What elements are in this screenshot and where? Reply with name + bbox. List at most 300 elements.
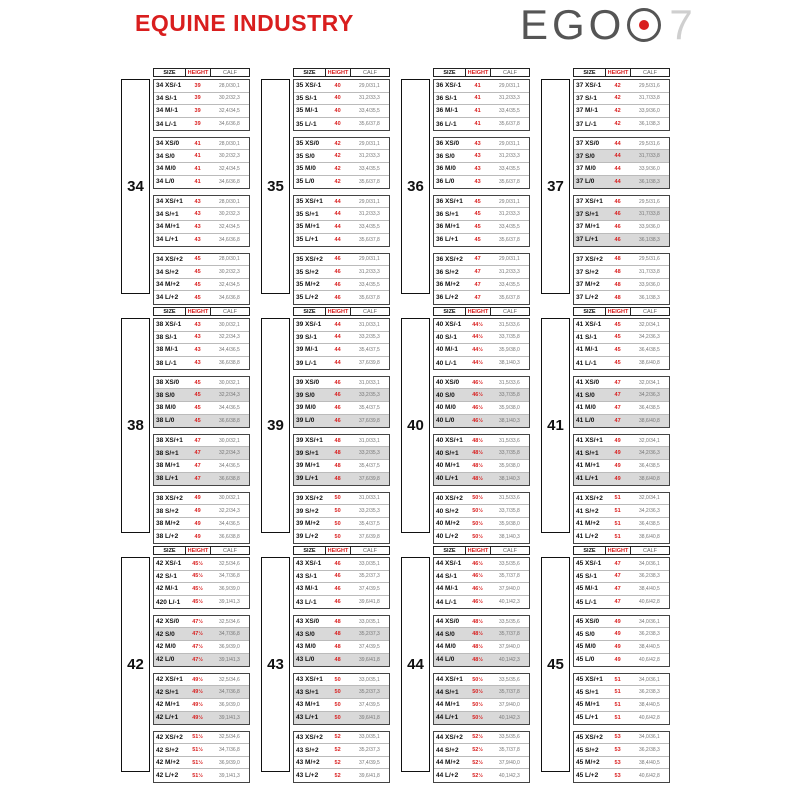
table-row	[434, 105, 529, 118]
cell-size: 39 XS/+1	[296, 437, 323, 445]
cell-size: 34 XS/+2	[156, 255, 183, 263]
cell-height: 45	[614, 321, 621, 328]
cell-height: 40	[334, 107, 341, 114]
cell-calf: 33,7/35,8	[498, 508, 520, 515]
cell-height: 43	[474, 178, 481, 185]
table-row	[434, 530, 529, 543]
cell-height: 47	[194, 475, 201, 482]
table-row	[294, 93, 389, 106]
column-header	[293, 307, 390, 316]
table-row	[434, 402, 529, 415]
table-row	[574, 571, 669, 584]
cell-calf: 31,0/33,1	[358, 437, 380, 444]
cell-height: 47½	[192, 643, 203, 650]
table-row	[434, 571, 529, 584]
table-row	[434, 654, 529, 667]
table-row	[574, 319, 669, 332]
table-row	[294, 319, 389, 332]
cell-size: 43 L/0	[296, 656, 315, 664]
header-calf: CALF	[350, 307, 390, 316]
cell-calf: 30,2/32,3	[218, 269, 240, 276]
cell-size: 37 XS/-1	[576, 82, 602, 90]
cell-size: 35 L/0	[296, 178, 315, 186]
table-row	[574, 518, 669, 531]
cell-size: 36 L/-1	[436, 120, 457, 128]
cell-height: 43	[194, 198, 201, 205]
table-row	[294, 473, 389, 486]
cell-height: 47	[474, 281, 481, 288]
cell-calf: 40,6/42,8	[638, 714, 660, 721]
column-header	[433, 546, 530, 555]
table-row	[294, 493, 389, 506]
cell-height: 45	[194, 417, 201, 424]
cell-calf: 36,1/38,3	[638, 121, 660, 128]
table-row	[154, 377, 249, 390]
table-row	[434, 505, 529, 518]
cell-calf: 36,6/38,8	[218, 360, 240, 367]
cell-size: 42 S/+1	[156, 688, 179, 696]
cell-height: 49½	[192, 689, 203, 696]
cell-size: 37 M/-1	[576, 107, 599, 115]
table-row	[154, 357, 249, 370]
row-group	[573, 253, 670, 305]
cell-height: 46	[334, 379, 341, 386]
cell-size: 44 S/+1	[436, 688, 459, 696]
cell-height: 51	[614, 533, 621, 540]
table-row	[434, 291, 529, 304]
cell-calf: 29,5/31,6	[638, 140, 660, 147]
column-header	[293, 546, 390, 555]
table-row	[154, 473, 249, 486]
table-row	[574, 493, 669, 506]
size-label: 44	[401, 557, 430, 772]
cell-size: 44 L/+1	[436, 714, 459, 722]
cell-height: 44	[614, 140, 621, 147]
table-row	[434, 769, 529, 782]
cell-calf: 29,5/31,6	[638, 82, 660, 89]
table-row	[294, 221, 389, 234]
cell-size: 39 M/-1	[296, 346, 319, 354]
cell-size: 34 L/0	[156, 178, 175, 186]
table-row	[154, 266, 249, 279]
cell-height: 50	[334, 495, 341, 502]
cell-size: 42 XS/+1	[156, 676, 183, 684]
table-row	[154, 757, 249, 770]
cell-calf: 31,2/33,3	[358, 153, 380, 160]
cell-height: 49	[194, 533, 201, 540]
table-row	[434, 196, 529, 209]
row-group	[293, 253, 390, 305]
cell-height: 42	[334, 140, 341, 147]
cell-size: 45 M/0	[576, 643, 596, 651]
table-row	[294, 389, 389, 402]
cell-height: 45	[614, 360, 621, 367]
cell-height: 48	[334, 631, 341, 638]
cell-calf: 31,5/33,6	[498, 321, 520, 328]
header-height: HEIGHT	[325, 307, 350, 316]
table-row	[294, 674, 389, 687]
size-label: 36	[401, 79, 430, 294]
cell-size: 37 S/+2	[576, 268, 599, 276]
cell-size: 38 L/-1	[156, 359, 177, 367]
cell-calf: 39,1/41,3	[218, 656, 240, 663]
cell-calf: 37,9/40,0	[498, 759, 520, 766]
cell-calf: 32,4/34,5	[218, 107, 240, 114]
cell-size: 35 M/0	[296, 165, 316, 173]
cell-size: 36 XS/+2	[436, 255, 463, 263]
cell-height: 46½	[472, 585, 483, 592]
cell-size: 39 L/-1	[296, 359, 317, 367]
header-height: HEIGHT	[605, 546, 630, 555]
table-row	[574, 674, 669, 687]
cell-calf: 30,2/32,3	[218, 211, 240, 218]
table-row	[294, 616, 389, 629]
cell-height: 46	[614, 198, 621, 205]
row-group	[153, 557, 250, 609]
table-row	[154, 616, 249, 629]
cell-size: 44 S/+2	[436, 746, 459, 754]
cell-height: 50½	[472, 508, 483, 515]
size-chart-grid	[121, 68, 671, 785]
cell-size: 40 M/-1	[436, 346, 459, 354]
size-label: 35	[261, 79, 290, 294]
table-row	[294, 254, 389, 267]
cell-calf: 35,7/37,8	[498, 631, 520, 638]
cell-calf: 32,2/34,3	[218, 450, 240, 457]
cell-calf: 36,4/38,5	[638, 520, 660, 527]
table-row	[574, 712, 669, 725]
cell-calf: 33,9/36,0	[638, 281, 660, 288]
size-table	[293, 557, 390, 780]
cell-size: 44 S/0	[436, 630, 455, 638]
row-group	[433, 615, 530, 667]
header-size: SIZE	[293, 546, 325, 555]
cell-height: 41	[194, 165, 201, 172]
cell-height: 49	[614, 656, 621, 663]
cell-height: 48	[614, 294, 621, 301]
table-row	[154, 674, 249, 687]
table-row	[574, 654, 669, 667]
cell-size: 45 L/+2	[576, 772, 599, 780]
cell-size: 39 XS/-1	[296, 321, 322, 329]
brand-logo	[520, 2, 697, 48]
cell-calf: 33,9/36,0	[638, 165, 660, 172]
cell-height: 44	[614, 153, 621, 160]
table-row	[574, 530, 669, 543]
cell-calf: 31,5/33,6	[498, 379, 520, 386]
cell-calf: 37,9/40,0	[498, 585, 520, 592]
cell-size: 36 M/0	[436, 165, 456, 173]
table-row	[154, 176, 249, 189]
table-row	[574, 699, 669, 712]
table-row	[434, 319, 529, 332]
cell-height: 50½	[472, 533, 483, 540]
cell-calf: 31,5/33,6	[498, 437, 520, 444]
cell-height: 48	[334, 437, 341, 444]
cell-height: 51	[614, 495, 621, 502]
table-row	[294, 435, 389, 448]
cell-height: 47	[474, 294, 481, 301]
column-header	[293, 68, 390, 77]
cell-size: 35 M/-1	[296, 107, 319, 115]
cell-height: 48½	[472, 643, 483, 650]
cell-size: 42 M/+1	[156, 701, 180, 709]
table-row	[434, 150, 529, 163]
size-table	[573, 557, 670, 780]
table-row	[154, 641, 249, 654]
table-row	[434, 389, 529, 402]
cell-height: 39	[194, 82, 201, 89]
cell-height: 52	[334, 747, 341, 754]
cell-size: 36 M/-1	[436, 107, 459, 115]
cell-calf: 34,4/36,5	[218, 520, 240, 527]
cell-calf: 36,4/38,5	[638, 346, 660, 353]
cell-height: 51½	[192, 734, 203, 741]
cell-height: 47½	[192, 631, 203, 638]
cell-height: 46	[334, 599, 341, 606]
table-row	[434, 628, 529, 641]
cell-height: 53	[614, 759, 621, 766]
cell-height: 46	[334, 294, 341, 301]
cell-calf: 34,7/36,8	[218, 631, 240, 638]
cell-calf: 33,4/35,5	[498, 165, 520, 172]
cell-size: 34 M/0	[156, 165, 176, 173]
cell-height: 44	[334, 321, 341, 328]
cell-size: 41 L/+1	[576, 475, 599, 483]
header-height: HEIGHT	[465, 68, 490, 77]
header-size: SIZE	[153, 68, 185, 77]
header-calf: CALF	[490, 546, 530, 555]
cell-calf: 36,1/38,3	[638, 294, 660, 301]
size-table	[573, 318, 670, 541]
cell-size: 36 XS/0	[436, 140, 460, 148]
cell-calf: 40,6/42,8	[638, 599, 660, 606]
cell-height: 50	[334, 520, 341, 527]
table-row	[154, 344, 249, 357]
table-row	[294, 460, 389, 473]
cell-height: 44	[614, 178, 621, 185]
cell-calf: 30,2/32,3	[218, 153, 240, 160]
cell-size: 43 XS/+1	[296, 676, 323, 684]
cell-calf: 38,4/40,5	[638, 585, 660, 592]
table-row	[294, 279, 389, 292]
cell-height: 49½	[192, 714, 203, 721]
table-row	[294, 641, 389, 654]
cell-calf: 35,4/37,5	[358, 520, 380, 527]
cell-size: 36 L/+2	[436, 294, 459, 302]
header-calf: CALF	[630, 68, 670, 77]
row-group	[153, 195, 250, 247]
table-row	[434, 234, 529, 247]
table-row	[294, 208, 389, 221]
cell-height: 44	[334, 211, 341, 218]
table-row	[294, 596, 389, 609]
cell-calf: 35,6/37,8	[358, 178, 380, 185]
cell-size: 41 XS/+1	[576, 437, 603, 445]
table-row	[434, 332, 529, 345]
cell-calf: 33,2/35,3	[358, 392, 380, 399]
cell-height: 42	[334, 165, 341, 172]
table-row	[294, 266, 389, 279]
cell-height: 52½	[472, 759, 483, 766]
table-row	[154, 460, 249, 473]
cell-size: 42 L/+1	[156, 714, 179, 722]
table-row	[294, 163, 389, 176]
row-group	[293, 615, 390, 667]
row-group	[573, 557, 670, 609]
header-size: SIZE	[433, 307, 465, 316]
cell-size: 43 M/+2	[296, 759, 320, 767]
size-panel-44	[401, 546, 530, 780]
table-row	[574, 757, 669, 770]
table-row	[574, 616, 669, 629]
cell-height: 41	[474, 95, 481, 102]
cell-size: 36 XS/+1	[436, 198, 463, 206]
cell-calf: 34,0/36,1	[638, 560, 660, 567]
cell-calf: 36,2/38,3	[638, 689, 660, 696]
cell-calf: 31,7/33,8	[638, 95, 660, 102]
table-row	[294, 757, 389, 770]
cell-calf: 33,0/35,1	[358, 618, 380, 625]
cell-height: 48	[614, 281, 621, 288]
table-row	[574, 332, 669, 345]
cell-calf: 32,4/34,5	[218, 165, 240, 172]
cell-height: 44	[334, 334, 341, 341]
cell-height: 48	[334, 462, 341, 469]
size-label: 41	[541, 318, 570, 533]
row-group	[573, 195, 670, 247]
cell-size: 40 L/+2	[436, 533, 459, 541]
cell-size: 37 XS/0	[576, 140, 600, 148]
row-group	[433, 376, 530, 428]
cell-height: 41	[474, 107, 481, 114]
cell-size: 43 L/+2	[296, 772, 319, 780]
cell-height: 45	[194, 404, 201, 411]
table-row	[574, 196, 669, 209]
cell-calf: 29,0/31,1	[498, 140, 520, 147]
cell-calf: 36,4/38,5	[638, 404, 660, 411]
cell-height: 47½	[192, 656, 203, 663]
cell-calf: 37,4/39,5	[358, 701, 380, 708]
cell-height: 50½	[472, 701, 483, 708]
cell-calf: 31,0/33,1	[358, 495, 380, 502]
cell-height: 49	[614, 450, 621, 457]
cell-height: 50½	[472, 520, 483, 527]
row-group	[293, 557, 390, 609]
cell-size: 43 XS/0	[296, 618, 320, 626]
cell-size: 39 S/-1	[296, 333, 317, 341]
cell-calf: 33,5/35,6	[498, 734, 520, 741]
row-group	[293, 673, 390, 725]
row-group	[153, 434, 250, 486]
cell-calf: 39,6/41,8	[358, 656, 380, 663]
cell-size: 39 M/+2	[296, 520, 320, 528]
cell-height: 46	[614, 223, 621, 230]
table-row	[574, 357, 669, 370]
cell-calf: 38,4/40,5	[638, 759, 660, 766]
cell-height: 47	[614, 585, 621, 592]
table-row	[574, 344, 669, 357]
table-row	[294, 80, 389, 93]
size-label: 37	[541, 79, 570, 294]
cell-calf: 33,4/35,5	[358, 223, 380, 230]
cell-height: 53	[614, 734, 621, 741]
cell-size: 43 M/-1	[296, 585, 319, 593]
logo-text: EGO	[520, 1, 626, 48]
cell-size: 38 M/-1	[156, 346, 179, 354]
table-row	[294, 138, 389, 151]
table-row	[294, 518, 389, 531]
cell-height: 45	[194, 256, 201, 263]
size-table	[433, 557, 530, 780]
cell-calf: 34,4/36,5	[218, 462, 240, 469]
header-calf: CALF	[210, 68, 250, 77]
cell-calf: 36,2/38,3	[638, 631, 660, 638]
cell-calf: 34,7/36,8	[218, 689, 240, 696]
cell-height: 44½	[472, 321, 483, 328]
cell-calf: 31,2/33,3	[498, 95, 520, 102]
cell-height: 52½	[472, 734, 483, 741]
cell-calf: 37,9/40,0	[498, 643, 520, 650]
table-row	[294, 583, 389, 596]
cell-height: 50½	[472, 676, 483, 683]
table-row	[154, 138, 249, 151]
row-group	[573, 615, 670, 667]
cell-size: 35 M/+2	[296, 281, 320, 289]
cell-calf: 37,4/39,5	[358, 585, 380, 592]
cell-size: 41 S/+1	[576, 449, 599, 457]
cell-calf: 38,1/40,3	[498, 360, 520, 367]
table-row	[154, 93, 249, 106]
cell-height: 46½	[472, 599, 483, 606]
cell-height: 48½	[472, 475, 483, 482]
table-row	[154, 505, 249, 518]
table-row	[574, 473, 669, 486]
cell-size: 44 XS/+2	[436, 733, 463, 741]
row-group	[573, 318, 670, 370]
table-row	[154, 732, 249, 745]
cell-size: 38 M/+1	[156, 462, 180, 470]
cell-height: 49½	[192, 676, 203, 683]
cell-height: 47	[614, 404, 621, 411]
cell-size: 43 L/-1	[296, 598, 317, 606]
row-group	[153, 615, 250, 667]
cell-height: 46½	[472, 560, 483, 567]
header-calf: CALF	[350, 546, 390, 555]
table-row	[294, 176, 389, 189]
table-row	[434, 616, 529, 629]
cell-height: 49	[194, 520, 201, 527]
column-header	[573, 546, 670, 555]
header-size: SIZE	[433, 546, 465, 555]
size-label: 45	[541, 557, 570, 772]
size-panel-41	[541, 307, 670, 541]
size-label: 39	[261, 318, 290, 533]
cell-height: 46½	[472, 404, 483, 411]
size-panel-42	[121, 546, 250, 780]
row-group	[433, 195, 530, 247]
row-group	[293, 434, 390, 486]
table-row	[574, 596, 669, 609]
table-row	[434, 596, 529, 609]
row-group	[293, 731, 390, 783]
cell-height: 43	[194, 223, 201, 230]
column-header	[153, 307, 250, 316]
cell-height: 44	[334, 223, 341, 230]
column-header	[433, 68, 530, 77]
table-row	[294, 377, 389, 390]
table-row	[434, 558, 529, 571]
